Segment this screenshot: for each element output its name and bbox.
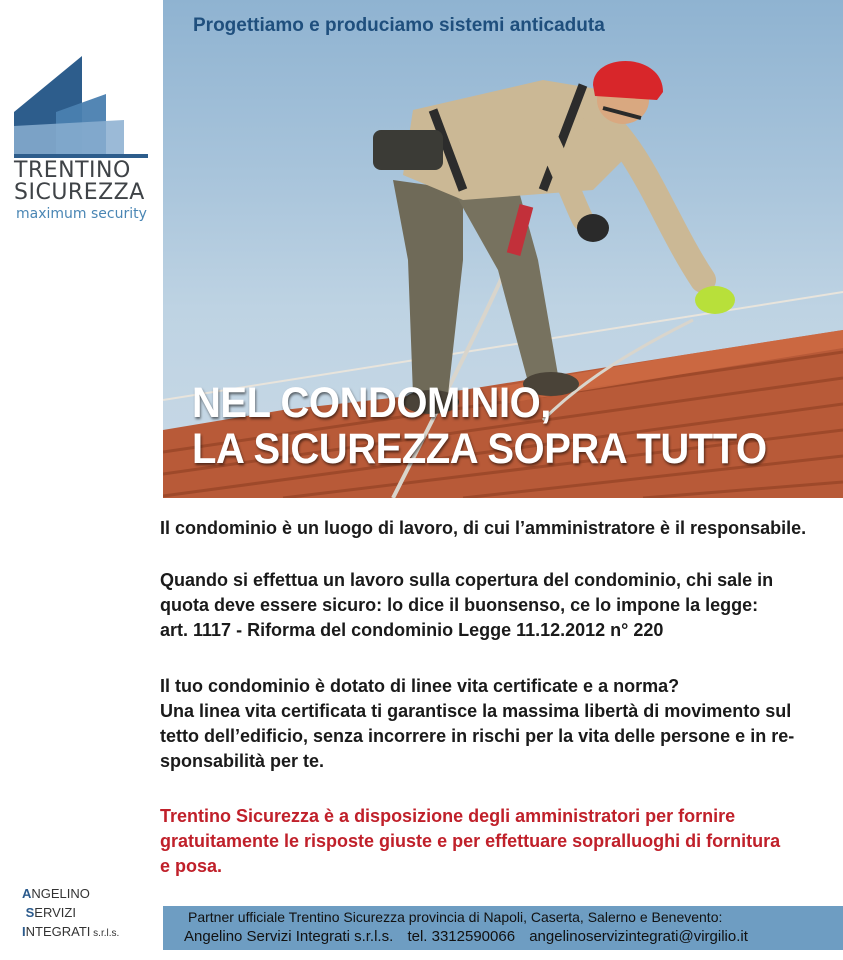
lifeline-line: Il tuo condominio è dotato di linee vita certificate e a norma? (160, 676, 680, 696)
brand-name (14, 160, 154, 204)
hero-banner (163, 0, 843, 498)
law-line: Quando si effettua un lavoro sulla copertura del condominio, chi sale in (160, 570, 774, 590)
brand-name-line1: TRENTINO (14, 158, 131, 183)
phone-number[interactable]: tel. 3312590066 (407, 928, 516, 945)
agency-word: NGELINO (31, 886, 90, 901)
lifeline-line: sponsabilità per te. (160, 751, 325, 771)
brand-logo (14, 56, 154, 226)
hero-headline-line1: NEL CONDOMINIO, (192, 379, 551, 427)
hero-headline (192, 380, 767, 472)
agency-line-2 (22, 903, 162, 922)
agency-line-1 (22, 884, 162, 903)
brand-name-line2: SICUREZZA (14, 180, 145, 205)
law-line: quota deve essere sicuro: lo dice il buonsenso, ce lo impone la legge: (160, 595, 759, 615)
agency-word: ERVIZI (34, 905, 76, 920)
brand-logo-icon (14, 56, 154, 160)
lifeline-line: Una linea vita certificata ti garantisce la massima libertà di movimento sul (160, 701, 792, 721)
lifeline-paragraph (160, 674, 820, 774)
offer-line: Trentino Sicurezza è a disposizione degli amministratori per fornire (160, 806, 736, 826)
footer-bar (163, 906, 843, 950)
email-link[interactable]: angelinoservizintegrati@virgilio.it (529, 928, 748, 945)
contact-line (184, 928, 758, 945)
agency-word: NTEGRATI (25, 924, 91, 939)
agency-suffix: s.r.l.s. (90, 928, 120, 939)
lifeline-line: tetto dell’edificio, senza incorrere in rischi per la vita delle persone e in re- (160, 726, 795, 746)
agency-logo (22, 884, 162, 943)
agency-line-3 (22, 922, 162, 943)
brand-tagline: maximum security (16, 206, 147, 222)
law-paragraph (160, 568, 820, 643)
intro-paragraph: Il condominio è un luogo di lavoro, di cui l’amministratore è il responsabile. (160, 518, 807, 538)
law-line: art. 1117 - Riforma del condominio Legge 11.12.2012 n° 220 (160, 620, 664, 640)
agency-initial: A (22, 886, 32, 901)
company-name: Angelino Servizi Integrati s.r.l.s. (184, 928, 394, 945)
offer-line: gratuitamente le risposte giuste e per effettuare sopralluoghi di fornitura (160, 831, 781, 851)
partner-text: Partner ufficiale Trentino Sicurezza provincia di Napoli, Caserta, Salerno e Benevento: (188, 909, 723, 925)
offer-line: e posa. (160, 856, 223, 876)
agency-initial: I (22, 924, 26, 939)
hero-headline-line2: LA SICUREZZA SOPRA TUTTO (192, 425, 767, 473)
offer-paragraph (160, 804, 820, 879)
hero-kicker: Progettiamo e produciamo sistemi anticaduta (193, 15, 605, 36)
agency-initial: S (25, 905, 35, 920)
